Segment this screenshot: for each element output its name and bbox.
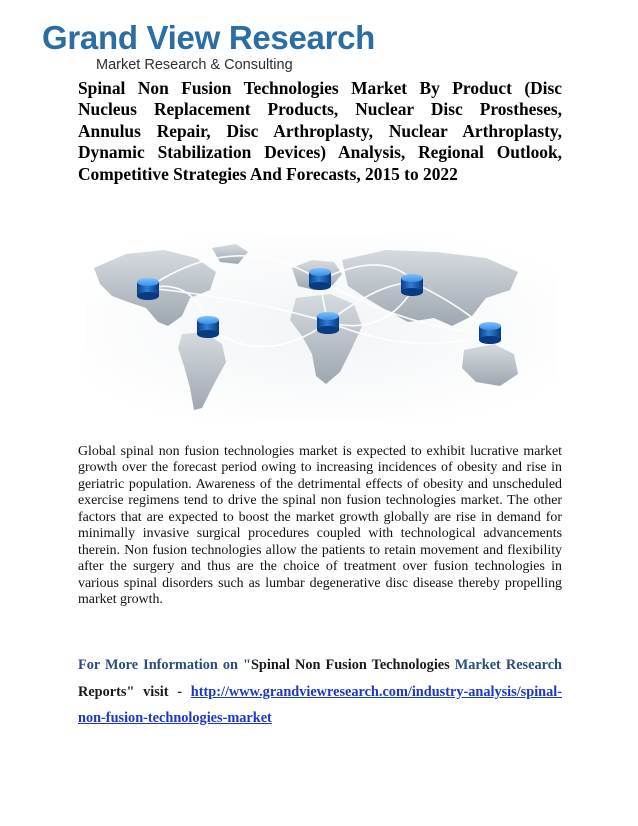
report-link[interactable]: http://www.grandviewresearch.com/industry-analysis/spinal-non-fusion-technologies-market: [78, 683, 562, 726]
database-icon-asia: [401, 274, 423, 296]
logo-tagline: Market Research & Consulting: [96, 57, 293, 73]
database-icon-africa: [317, 312, 339, 334]
more-info-product: Spinal Non Fusion Technologies: [250, 657, 450, 673]
brand-logo: [42, 20, 375, 74]
more-information-block: [78, 652, 562, 732]
world-network-illustration: [86, 238, 556, 418]
database-icon-south-america: [197, 316, 219, 338]
report-title: Spinal Non Fusion Technologies Market By Product (Disc Nucleus Replacement Products, Nuclear Disc Prostheses, Annulus Repair, Disc Arthroplasty, Nuclear Arthroplasty, Dynamic Stabilization Devices) Analysis, Regional Outlook, Competitive Strategies And Forecasts, 2015 to 2022: [78, 78, 562, 184]
world-map-graphic: [86, 238, 556, 418]
more-info-reports: Reports" visit -: [78, 683, 191, 700]
more-info-prefix: For More Information on ": [78, 657, 251, 673]
market-description: Global spinal non fusion technologies market is expected to exhibit lucrative market growth over the forecast period owing to increasing incidences of obesity and rise in geriatric population. Awareness of the detrimental effects of obesity and unscheduled exercise regimens tend to drive the spinal non fusion technologies market. The other factors that are expected to boost the market growth globally are rise in demand for minimally invasive surgical procedures coupled with technological advancements therein. Non fusion technologies allow the patients to retain movement and flexibility after the surgery and thus are the choice of treatment over fusion technologies in various spinal disorders such as lumbar degenerative disc disease thereby propelling market growth.: [78, 444, 562, 608]
database-icon-north-america: [137, 278, 159, 300]
logo-title: Grand View Research: [42, 19, 376, 56]
database-icon-australia: [479, 322, 501, 344]
database-icon-europe: [309, 268, 331, 290]
more-info-middle: Market Research: [449, 657, 562, 673]
